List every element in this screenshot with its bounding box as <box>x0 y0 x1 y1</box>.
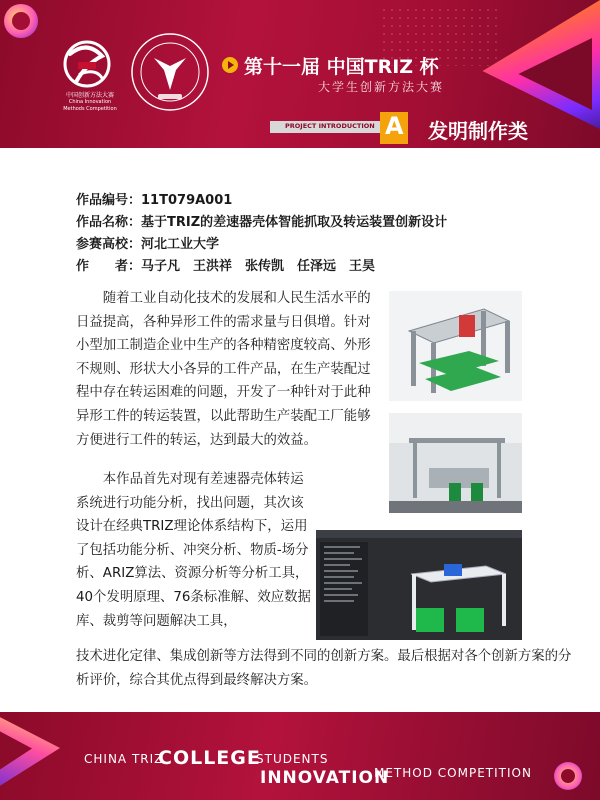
id-key: 作品编号： <box>76 193 142 208</box>
footer-college: COLLEGE <box>158 747 261 769</box>
decorative-ring-icon <box>4 4 38 38</box>
intro-paragraph: 随着工业自动化技术的发展和人民生活水平的日益提高，各种异形工件的需求量与日俱增。针对小型加工制造企业中生产的各种精密度较高、外形不规则、形状大小各异的工件产品，在生产装配过程中存在转运困难的问题，开发了一种针对于此种异形工件的转运装置，以此帮助生产装配工厂能够方便进行工件的转运，达到最大的效益。 <box>76 291 371 448</box>
device-photo-image <box>389 413 522 513</box>
project-info <box>76 190 556 278</box>
poster-footer <box>0 712 600 800</box>
info-row-id <box>76 190 556 212</box>
info-row-name <box>76 212 556 234</box>
author-key: 作 者： <box>76 259 142 274</box>
method-paragraph-tail: 技术进化定律、集成创新等方法得到不同的创新方案。最后根据对各个创新方案的分析评价，综合其优点得到最终解决方案。 <box>76 649 572 688</box>
competition-subtitle: 大学生创新方法大赛 <box>318 80 445 94</box>
category-letter: A <box>385 112 404 140</box>
footer-students: STUDENTS <box>256 752 329 766</box>
school-key: 参赛高校： <box>76 237 142 252</box>
play-badge-icon <box>222 57 238 73</box>
method-paragraph: 本作品首先对现有差速器壳体转运系统进行功能分析，找出问题，其次该设计在经典TRIZ理论体系结构下，运用了包括功能分析、冲突分析、物质-场分析、ARIZ算法、资源分析等分析工具，40个发明原理、76条标准解、效应数据库、裁剪等问题解决工具， <box>76 472 311 629</box>
cimc-caption-en2: Methods Competition <box>63 106 117 112</box>
authors-value: 马子凡 王洪祥 张传凯 任泽远 王昊 <box>141 259 376 274</box>
footer-china-triz: CHINA TRIZ <box>84 752 164 766</box>
school-value: 河北工业大学 <box>141 237 220 252</box>
section-label: PROJECT INTRODUCTION <box>285 122 375 130</box>
name-key: 作品名称： <box>76 215 142 230</box>
id-value: 11T079A001 <box>141 193 233 208</box>
competition-emblem-icon <box>128 30 212 114</box>
footer-method-competition: METHOD COMPETITION <box>374 766 532 780</box>
category-label: 发明制作类 <box>428 119 528 143</box>
info-row-school <box>76 234 556 256</box>
competition-title: 第十一届 中国TRIZ 杯 <box>244 56 439 78</box>
name-value: 基于TRIZ的差速器壳体智能抓取及转运装置创新设计 <box>141 215 448 230</box>
software-screenshot-image <box>316 530 522 640</box>
device-render-image <box>389 291 522 401</box>
cimc-caption-en1: China Innovation <box>68 99 112 105</box>
cimc-logo-caption <box>50 92 130 113</box>
footer-innovation: INNOVATION <box>260 768 390 788</box>
info-row-authors <box>76 256 556 278</box>
cimc-caption-cn: 中国创新方法大赛 <box>65 92 114 99</box>
decorative-ring-icon-footer <box>554 762 582 790</box>
poster-header <box>0 0 600 148</box>
